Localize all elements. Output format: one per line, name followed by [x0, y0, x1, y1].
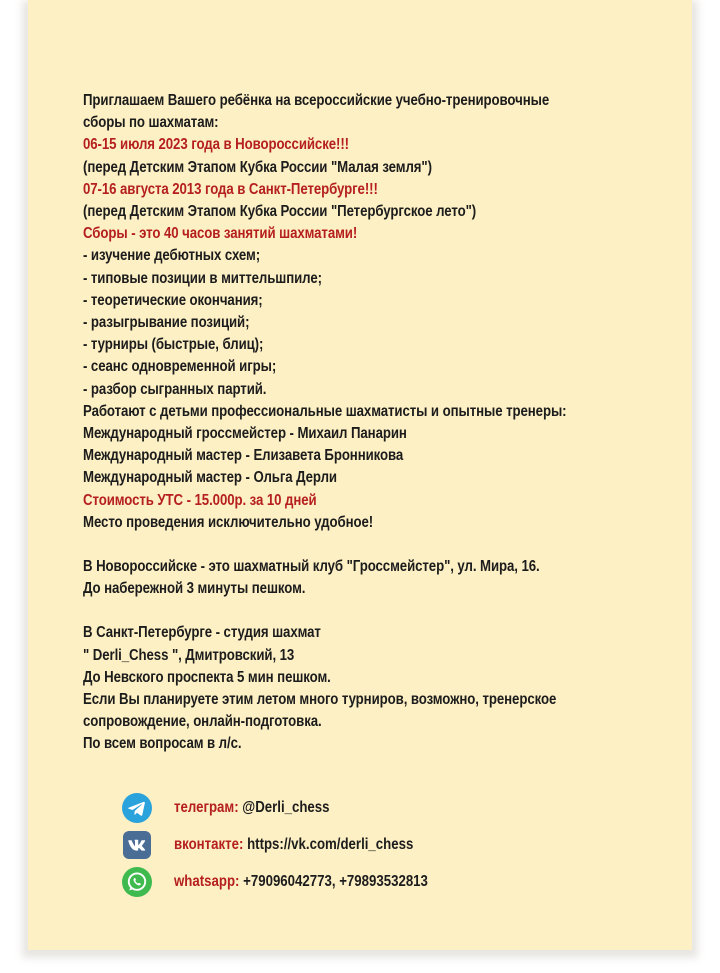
- program-item: - типовые позиции в миттельшпиле;: [83, 269, 322, 287]
- intro-line-1: Приглашаем Вашего ребёнка на всероссийские учебно-тренировочные: [83, 92, 550, 109]
- extra-services-2: сопровождение, онлайн-подготовка.: [83, 713, 322, 731]
- program-item: - разыгрывание позиций;: [83, 314, 250, 332]
- program-item: - теоретические окончания;: [83, 291, 263, 309]
- telegram-handle[interactable]: @Derli_chess: [242, 798, 330, 816]
- coach-item: Международный мастер - Ольга Дерли: [83, 469, 337, 487]
- contact-telegram[interactable]: [122, 791, 469, 824]
- camp-note-novorossiysk: (перед Детским Этапом Кубка России "Малая земля"): [83, 158, 432, 176]
- contact-label: телеграм:: [174, 798, 239, 816]
- spacer: [83, 600, 673, 622]
- contact-whatsapp[interactable]: [122, 865, 469, 898]
- coach-item: Международный гроссмейстер - Михаил Панарин: [83, 425, 407, 443]
- extra-services-1: Если Вы планируете этим летом много турниров, возможно, тренерское: [83, 691, 557, 709]
- camp-date-novorossiysk: 06-15 июля 2023 года в Новороссийске!!!: [83, 136, 349, 154]
- program-item: - изучение дебютных схем;: [83, 247, 261, 265]
- coaches-intro: Работают с детьми профессиональные шахматисты и опытные тренеры:: [83, 402, 567, 420]
- whatsapp-numbers[interactable]: +79096042773, +79893532813: [243, 872, 428, 890]
- flyer-text: [83, 90, 673, 756]
- vk-link[interactable]: https://vk.com/derli_chess: [247, 835, 414, 853]
- whatsapp-icon: [122, 867, 152, 897]
- camp-note-spb: (перед Детским Этапом Кубка России "Петербургское лето"): [83, 203, 477, 221]
- program-item: - разбор сыгранных партий.: [83, 380, 267, 398]
- venue-note: Место проведения исключительно удобное!: [83, 513, 374, 531]
- vk-icon: [122, 830, 152, 860]
- hours-highlight: Сборы - это 40 часов занятий шахматами!: [83, 225, 358, 243]
- venue-novorossiysk-distance: До набережной 3 минуты пешком.: [83, 580, 306, 598]
- venue-spb: В Санкт-Петербурге - студия шахмат: [83, 624, 321, 642]
- program-item: - сеанс одновременной игры;: [83, 358, 277, 376]
- contact-note: По всем вопросам в л/с.: [83, 735, 242, 753]
- contact-label: вконтакте:: [174, 835, 244, 853]
- coach-item: Международный мастер - Елизавета Бронникова: [83, 447, 404, 465]
- camp-date-spb: 07-16 августа 2013 года в Санкт-Петербурге!!!: [83, 180, 378, 198]
- venue-spb-distance: До Невского проспекта 5 мин пешком.: [83, 668, 331, 686]
- venue-novorossiysk: В Новороссийске - это шахматный клуб "Гроссмейстер", ул. Мира, 16.: [83, 558, 540, 576]
- intro-line-2: сборы по шахматам:: [83, 114, 219, 132]
- contact-vk[interactable]: [122, 828, 469, 861]
- telegram-icon: [122, 793, 152, 823]
- price-highlight: Стоимость УТС - 15.000р. за 10 дней: [83, 491, 317, 509]
- venue-spb-address: " Derli_Chess ", Дмитровский, 13: [83, 646, 295, 664]
- spacer: [83, 534, 673, 556]
- contact-label: whatsapp:: [174, 872, 240, 890]
- program-item: - турниры (быстрые, блиц);: [83, 336, 264, 354]
- contacts-list: [122, 791, 469, 902]
